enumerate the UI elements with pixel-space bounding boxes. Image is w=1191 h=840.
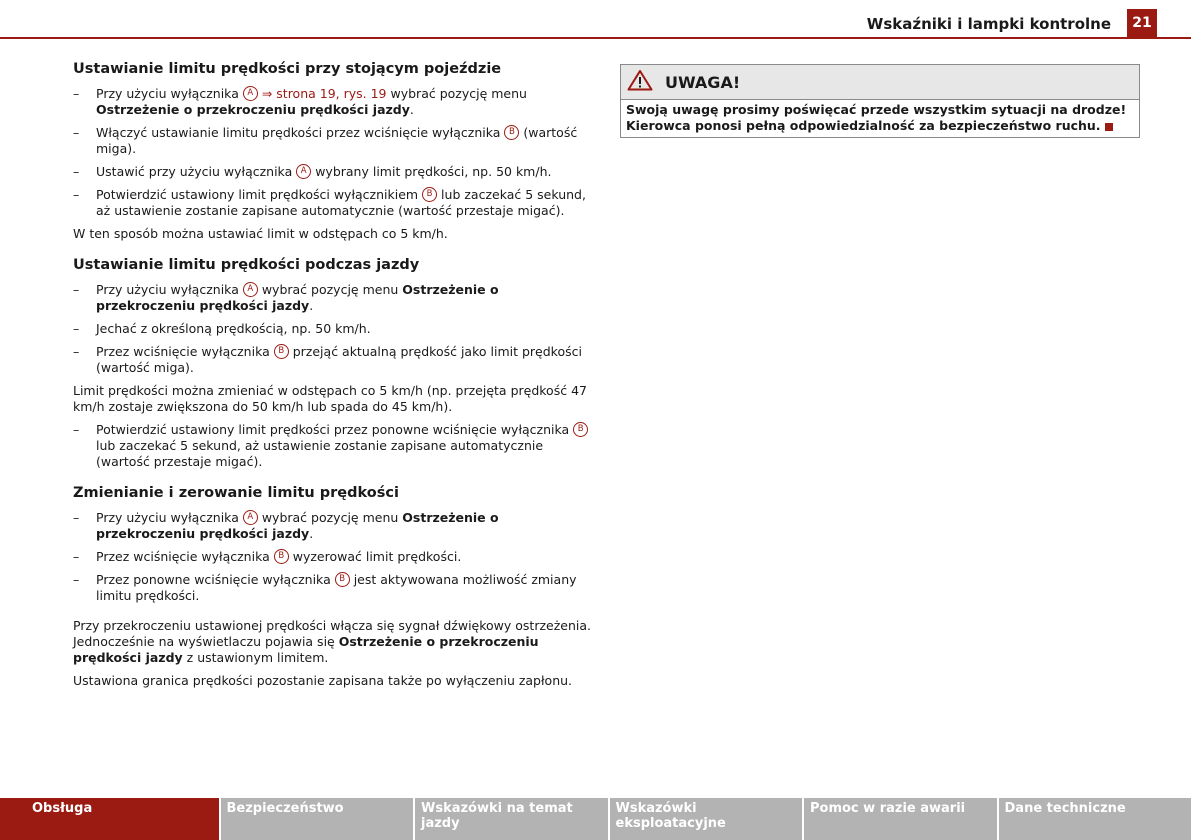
footer-tab-wskazowki-jazdy[interactable]: Wskazówki na temat jazdy (415, 798, 608, 840)
instruction-list (73, 282, 591, 376)
footer-tab-bezpieczenstwo[interactable]: Bezpieczeństwo (221, 798, 414, 840)
footer-tab-obsluga[interactable]: Obsługa (0, 798, 219, 840)
button-a-badge: A (243, 282, 258, 297)
section-title: Ustawianie limitu prędkości podczas jazdy (73, 257, 420, 273)
list-item: – Włączyć ustawianie limitu prędkości przez wciśnięcie wyłącznika B (wartość miga). (73, 125, 591, 157)
button-a-badge: A (243, 510, 258, 525)
list-item: – Jechać z określoną prędkością, np. 50 km/h. (73, 321, 591, 337)
header-rule (0, 37, 1191, 39)
footer-tab-wskazowki-eksploatacyjne[interactable]: Wskazówki eksploatacyjne (610, 798, 803, 840)
button-b-badge: B (274, 549, 289, 564)
footer-nav (0, 798, 1191, 840)
menu-item-name: Ostrzeżenie o przekroczeniu prędkości jazdy (96, 282, 499, 313)
list-item: – Przy użyciu wyłącznika A ⇒ strona 19, rys. 19 wybrać pozycję menu Ostrzeżenie o przekroczeniu prędkości jazdy. (73, 86, 591, 118)
button-b-badge: B (274, 344, 289, 359)
warning-line: Swoją uwagę prosimy poświęcać przede wszystkim sytuacji na drodze! (626, 102, 1127, 117)
button-a-badge: A (243, 86, 258, 101)
button-b-badge: B (335, 572, 350, 587)
instruction-list (73, 86, 591, 219)
menu-item-name: Ostrzeżenie o przekroczeniu prędkości jazdy (73, 634, 539, 665)
list-item: – Ustawić przy użyciu wyłącznika A wybrany limit prędkości, np. 50 km/h. (73, 164, 591, 180)
button-b-badge: B (422, 187, 437, 202)
warning-triangle-icon (627, 69, 665, 95)
list-item: – Potwierdzić ustawiony limit prędkości wyłącznikiem B lub zaczekać 5 sekund, aż ustawienie zostanie zapisane automatycznie (wartość przestaje migać). (73, 187, 591, 219)
instruction-list (73, 422, 591, 470)
button-b-badge: B (573, 422, 588, 437)
footer-tab-dane-techniczne[interactable]: Dane techniczne (999, 798, 1191, 840)
menu-item-name: Ostrzeżenie o przekroczeniu prędkości jazdy (96, 510, 499, 541)
list-item: – Przy użyciu wyłącznika A wybrać pozycję menu Ostrzeżenie o przekroczeniu prędkości jazdy. (73, 510, 591, 542)
menu-item-name: Ostrzeżenie o przekroczeniu prędkości jazdy (96, 102, 410, 117)
section-end-square-icon (1105, 123, 1113, 131)
main-column (73, 60, 591, 696)
warning-body (621, 100, 1139, 137)
page-header-title: Wskaźniki i lampki kontrolne (866, 15, 1111, 33)
button-a-badge: A (296, 164, 311, 179)
paragraph: Ustawiona granica prędkości pozostanie zapisana także po wyłączeniu zapłonu. (73, 673, 573, 688)
cross-reference-link[interactable]: ⇒ strona 19, rys. 19 (261, 86, 387, 101)
footer-tab-pomoc-awarii[interactable]: Pomoc w razie awarii (804, 798, 997, 840)
page-number: 21 (1127, 9, 1157, 37)
warning-box (620, 64, 1140, 138)
paragraph: Limit prędkości można zmieniać w odstępach co 5 km/h (np. przejęta prędkość 47 km/h zostaje zwiększona do 50 km/h lub spada do 45 km/h). (73, 383, 587, 414)
paragraph: Przy przekroczeniu ustawionej prędkości włącza się sygnał dźwiękowy ostrzeżenia. Jednocześnie na wyświetlaczu pojawia się Ostrzeżenie o przekroczeniu prędkości jazdy z ustawionym limitem. (73, 618, 592, 665)
warning-title: UWAGA! (665, 72, 741, 92)
list-item: – Potwierdzić ustawiony limit prędkości przez ponowne wciśnięcie wyłącznika B lub zaczekać 5 sekund, aż ustawienie zostanie zapisane automatycznie (wartość przestaje migać). (73, 422, 591, 470)
list-item: – Przez ponowne wciśnięcie wyłącznika B jest aktywowana możliwość zmiany limitu prędkości. (73, 572, 591, 604)
button-b-badge: B (504, 125, 519, 140)
list-item: – Przez wciśnięcie wyłącznika B wyzerować limit prędkości. (73, 549, 591, 565)
paragraph: W ten sposób można ustawiać limit w odstępach co 5 km/h. (73, 226, 448, 241)
warning-line-last: Kierowca ponosi pełną odpowiedzialność za bezpieczeństwo ruchu. (626, 118, 1133, 134)
instruction-list (73, 510, 591, 604)
section-title: Ustawianie limitu prędkości przy stojącym pojeździe (73, 61, 502, 77)
list-item: – Przez wciśnięcie wyłącznika B przejąć aktualną prędkość jako limit prędkości (wartość miga). (73, 344, 591, 376)
list-item: – Przy użyciu wyłącznika A wybrać pozycję menu Ostrzeżenie o przekroczeniu prędkości jazdy. (73, 282, 591, 314)
warning-header (621, 65, 1139, 100)
section-title: Zmienianie i zerowanie limitu prędkości (73, 485, 399, 501)
